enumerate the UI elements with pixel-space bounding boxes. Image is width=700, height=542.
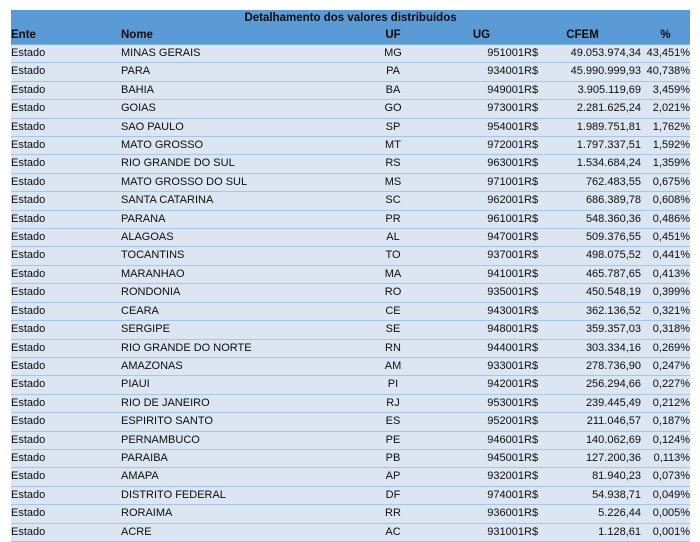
cell-ug: 963001 xyxy=(439,155,524,173)
cell-ug: 951001 xyxy=(439,45,524,63)
cell-ug: 954001 xyxy=(439,118,524,136)
cell-ente: Estado xyxy=(11,173,121,191)
cell-ug: 933001 xyxy=(439,357,524,375)
cell-nome: DISTRITO FEDERAL xyxy=(121,486,347,504)
cell-cfem: 140.062,69 xyxy=(546,431,641,449)
cell-percent: 2,021% xyxy=(641,100,690,118)
cell-ug: 932001 xyxy=(439,468,524,486)
cell-currency: R$ xyxy=(524,376,546,394)
cell-ug: 943001 xyxy=(439,302,524,320)
cell-cfem: 127.200,36 xyxy=(546,449,641,467)
cell-nome: PIAUI xyxy=(121,376,347,394)
cell-uf: TO xyxy=(347,247,439,265)
cell-uf: AL xyxy=(347,229,439,247)
cell-nome: PARA xyxy=(121,63,347,81)
table-row[interactable] xyxy=(11,118,690,136)
cell-uf: PR xyxy=(347,210,439,228)
cell-uf: MS xyxy=(347,173,439,191)
cell-nome: MATO GROSSO DO SUL xyxy=(121,173,347,191)
cell-uf: MG xyxy=(347,45,439,63)
table-row[interactable] xyxy=(11,431,690,449)
cell-cfem: 362.136,52 xyxy=(546,302,641,320)
table-row[interactable] xyxy=(11,100,690,118)
cell-ug: 931001 xyxy=(439,523,524,541)
column-header-nome[interactable]: Nome xyxy=(121,26,347,45)
column-header-cfem[interactable]: CFEM xyxy=(524,26,641,45)
cell-uf: RN xyxy=(347,339,439,357)
table-row[interactable] xyxy=(11,468,690,486)
table-row[interactable] xyxy=(11,394,690,412)
column-header-percent[interactable]: % xyxy=(641,26,690,45)
cell-currency: R$ xyxy=(524,468,546,486)
table-row[interactable] xyxy=(11,81,690,99)
cell-currency: R$ xyxy=(524,100,546,118)
column-header-ug[interactable]: UG xyxy=(439,26,524,45)
cell-cfem: 2.281.625,24 xyxy=(546,100,641,118)
cell-cfem: 5.226,44 xyxy=(546,505,641,523)
cell-ug: 936001 xyxy=(439,505,524,523)
cell-currency: R$ xyxy=(524,173,546,191)
cell-cfem: 450.548,19 xyxy=(546,284,641,302)
cell-nome: CEARA xyxy=(121,302,347,320)
cell-nome: ALAGOAS xyxy=(121,229,347,247)
table-row[interactable] xyxy=(11,229,690,247)
cell-uf: MT xyxy=(347,137,439,155)
cell-ente: Estado xyxy=(11,118,121,136)
cell-cfem: 359.357,03 xyxy=(546,321,641,339)
cell-currency: R$ xyxy=(524,394,546,412)
cell-percent: 0,441% xyxy=(641,247,690,265)
cell-percent: 40,738% xyxy=(641,63,690,81)
cell-ente: Estado xyxy=(11,431,121,449)
cell-ente: Estado xyxy=(11,210,121,228)
table-row[interactable] xyxy=(11,486,690,504)
cell-currency: R$ xyxy=(524,486,546,504)
cell-cfem: 81.940,23 xyxy=(546,468,641,486)
cell-percent: 0,227% xyxy=(641,376,690,394)
cell-nome: RIO DE JANEIRO xyxy=(121,394,347,412)
cell-currency: R$ xyxy=(524,155,546,173)
cell-currency: R$ xyxy=(524,265,546,283)
table-row[interactable] xyxy=(11,357,690,375)
cell-ente: Estado xyxy=(11,486,121,504)
cell-cfem: 239.445,49 xyxy=(546,394,641,412)
cell-currency: R$ xyxy=(524,357,546,375)
cell-ente: Estado xyxy=(11,100,121,118)
cell-nome: ESPIRITO SANTO xyxy=(121,413,347,431)
table-row[interactable] xyxy=(11,321,690,339)
cell-ug: 973001 xyxy=(439,100,524,118)
column-header-uf[interactable]: UF xyxy=(347,26,439,45)
cell-uf: RR xyxy=(347,505,439,523)
cell-ug: 935001 xyxy=(439,284,524,302)
cell-ug: 944001 xyxy=(439,339,524,357)
cell-nome: PERNAMBUCO xyxy=(121,431,347,449)
cell-currency: R$ xyxy=(524,63,546,81)
cell-uf: RO xyxy=(347,284,439,302)
cell-percent: 0,318% xyxy=(641,321,690,339)
cell-cfem: 498.075,52 xyxy=(546,247,641,265)
table-row[interactable] xyxy=(11,449,690,467)
cell-ug: 948001 xyxy=(439,321,524,339)
cell-nome: RONDONIA xyxy=(121,284,347,302)
cell-nome: MINAS GERAIS xyxy=(121,45,347,63)
cell-nome: RIO GRANDE DO NORTE xyxy=(121,339,347,357)
table-row[interactable] xyxy=(11,265,690,283)
cell-cfem: 465.787,65 xyxy=(546,265,641,283)
cell-percent: 0,486% xyxy=(641,210,690,228)
cell-nome: SAO PAULO xyxy=(121,118,347,136)
cell-uf: AM xyxy=(347,357,439,375)
cell-nome: AMAZONAS xyxy=(121,357,347,375)
cell-ug: 953001 xyxy=(439,394,524,412)
cell-uf: AP xyxy=(347,468,439,486)
cell-percent: 0,005% xyxy=(641,505,690,523)
cell-currency: R$ xyxy=(524,118,546,136)
cell-uf: PA xyxy=(347,63,439,81)
cell-cfem: 211.046,57 xyxy=(546,413,641,431)
cell-currency: R$ xyxy=(524,45,546,63)
cell-ug: 945001 xyxy=(439,449,524,467)
cell-nome: TOCANTINS xyxy=(121,247,347,265)
cell-currency: R$ xyxy=(524,339,546,357)
cell-nome: GOIAS xyxy=(121,100,347,118)
cell-uf: ES xyxy=(347,413,439,431)
table-row[interactable] xyxy=(11,63,690,81)
cell-ente: Estado xyxy=(11,523,121,541)
cell-percent: 1,359% xyxy=(641,155,690,173)
cell-nome: SERGIPE xyxy=(121,321,347,339)
cell-cfem: 49.053.974,34 xyxy=(546,45,641,63)
table-row[interactable] xyxy=(11,523,690,541)
cell-currency: R$ xyxy=(524,449,546,467)
cell-uf: AC xyxy=(347,523,439,541)
cell-nome: RORAIMA xyxy=(121,505,347,523)
cell-uf: PB xyxy=(347,449,439,467)
cell-currency: R$ xyxy=(524,210,546,228)
cell-nome: AMAPA xyxy=(121,468,347,486)
cell-percent: 0,269% xyxy=(641,339,690,357)
cell-ente: Estado xyxy=(11,302,121,320)
cell-ente: Estado xyxy=(11,81,121,99)
cell-uf: DF xyxy=(347,486,439,504)
cell-ug: 974001 xyxy=(439,486,524,504)
cell-ente: Estado xyxy=(11,321,121,339)
table-row[interactable] xyxy=(11,284,690,302)
cell-currency: R$ xyxy=(524,302,546,320)
cell-cfem: 3.905.119,69 xyxy=(546,81,641,99)
cell-uf: BA xyxy=(347,81,439,99)
cell-cfem: 548.360,36 xyxy=(546,210,641,228)
cell-ente: Estado xyxy=(11,449,121,467)
cell-ente: Estado xyxy=(11,468,121,486)
cell-nome: BAHIA xyxy=(121,81,347,99)
cell-percent: 3,459% xyxy=(641,81,690,99)
column-header-row xyxy=(11,26,690,45)
cell-currency: R$ xyxy=(524,192,546,210)
cell-cfem: 256.294,66 xyxy=(546,376,641,394)
cell-percent: 0,321% xyxy=(641,302,690,320)
cell-percent: 0,124% xyxy=(641,431,690,449)
cell-percent: 0,073% xyxy=(641,468,690,486)
table-row[interactable] xyxy=(11,339,690,357)
cell-currency: R$ xyxy=(524,431,546,449)
cell-nome: MATO GROSSO xyxy=(121,137,347,155)
cell-percent: 0,675% xyxy=(641,173,690,191)
cell-percent: 0,608% xyxy=(641,192,690,210)
cell-percent: 0,399% xyxy=(641,284,690,302)
table-row[interactable] xyxy=(11,137,690,155)
table-title: Detalhamento dos valores distribuídos xyxy=(11,10,690,26)
cell-ug: 949001 xyxy=(439,81,524,99)
cell-uf: SP xyxy=(347,118,439,136)
cell-ente: Estado xyxy=(11,505,121,523)
cell-ug: 942001 xyxy=(439,376,524,394)
cell-currency: R$ xyxy=(524,247,546,265)
table-title-row xyxy=(11,10,690,26)
cell-ente: Estado xyxy=(11,192,121,210)
cell-uf: PI xyxy=(347,376,439,394)
cell-ente: Estado xyxy=(11,45,121,63)
table-row[interactable] xyxy=(11,45,690,63)
cell-currency: R$ xyxy=(524,137,546,155)
cell-cfem: 45.990.999,93 xyxy=(546,63,641,81)
table-row[interactable] xyxy=(11,192,690,210)
table-row[interactable] xyxy=(11,302,690,320)
cell-ente: Estado xyxy=(11,376,121,394)
cell-percent: 43,451% xyxy=(641,45,690,63)
cell-percent: 0,413% xyxy=(641,265,690,283)
cell-nome: PARANA xyxy=(121,210,347,228)
cell-ente: Estado xyxy=(11,284,121,302)
cell-cfem: 1.797.337,51 xyxy=(546,137,641,155)
cell-cfem: 1.534.684,24 xyxy=(546,155,641,173)
table-row[interactable] xyxy=(11,505,690,523)
cell-nome: MARANHAO xyxy=(121,265,347,283)
cell-ug: 947001 xyxy=(439,229,524,247)
cell-cfem: 762.483,55 xyxy=(546,173,641,191)
cell-ente: Estado xyxy=(11,413,121,431)
table-row[interactable] xyxy=(11,155,690,173)
cell-percent: 0,451% xyxy=(641,229,690,247)
cell-currency: R$ xyxy=(524,229,546,247)
cell-ug: 946001 xyxy=(439,431,524,449)
cell-cfem: 303.334,16 xyxy=(546,339,641,357)
cell-uf: CE xyxy=(347,302,439,320)
cell-currency: R$ xyxy=(524,413,546,431)
table-row[interactable] xyxy=(11,376,690,394)
cell-cfem: 686.389,78 xyxy=(546,192,641,210)
cell-currency: R$ xyxy=(524,505,546,523)
cell-nome: PARAIBA xyxy=(121,449,347,467)
cell-ug: 962001 xyxy=(439,192,524,210)
cell-ente: Estado xyxy=(11,339,121,357)
cell-currency: R$ xyxy=(524,284,546,302)
cell-ente: Estado xyxy=(11,229,121,247)
table-row[interactable] xyxy=(11,173,690,191)
cell-percent: 0,212% xyxy=(641,394,690,412)
cell-currency: R$ xyxy=(524,321,546,339)
cell-uf: RJ xyxy=(347,394,439,412)
cell-cfem: 509.376,55 xyxy=(546,229,641,247)
cell-currency: R$ xyxy=(524,81,546,99)
cell-nome: ACRE xyxy=(121,523,347,541)
cell-percent: 0,247% xyxy=(641,357,690,375)
cell-ug: 961001 xyxy=(439,210,524,228)
cell-cfem: 278.736,90 xyxy=(546,357,641,375)
cell-percent: 0,001% xyxy=(641,523,690,541)
cell-uf: MA xyxy=(347,265,439,283)
cell-ente: Estado xyxy=(11,137,121,155)
cell-ug: 934001 xyxy=(439,63,524,81)
cell-ente: Estado xyxy=(11,265,121,283)
cell-ente: Estado xyxy=(11,155,121,173)
cell-ente: Estado xyxy=(11,357,121,375)
cell-ente: Estado xyxy=(11,63,121,81)
table-row[interactable] xyxy=(11,247,690,265)
table-header xyxy=(11,10,690,45)
cell-cfem: 1.128,61 xyxy=(546,523,641,541)
cell-nome: SANTA CATARINA xyxy=(121,192,347,210)
cfem-distribution-table xyxy=(11,10,690,542)
column-header-ente[interactable]: Ente xyxy=(11,26,121,45)
table-row[interactable] xyxy=(11,413,690,431)
cell-currency: R$ xyxy=(524,523,546,541)
cell-cfem: 54.938,71 xyxy=(546,486,641,504)
cell-percent: 0,049% xyxy=(641,486,690,504)
cell-uf: SC xyxy=(347,192,439,210)
cell-cfem: 1.989.751,81 xyxy=(546,118,641,136)
cell-percent: 0,113% xyxy=(641,449,690,467)
cell-ug: 971001 xyxy=(439,173,524,191)
table-body xyxy=(11,45,690,542)
cell-ente: Estado xyxy=(11,394,121,412)
report-table-container xyxy=(11,10,690,542)
cell-ug: 941001 xyxy=(439,265,524,283)
cell-ug: 937001 xyxy=(439,247,524,265)
cell-percent: 0,187% xyxy=(641,413,690,431)
cell-nome: RIO GRANDE DO SUL xyxy=(121,155,347,173)
table-row[interactable] xyxy=(11,210,690,228)
cell-uf: SE xyxy=(347,321,439,339)
cell-percent: 1,592% xyxy=(641,137,690,155)
cell-uf: GO xyxy=(347,100,439,118)
cell-uf: PE xyxy=(347,431,439,449)
cell-uf: RS xyxy=(347,155,439,173)
cell-ente: Estado xyxy=(11,247,121,265)
cell-percent: 1,762% xyxy=(641,118,690,136)
cell-ug: 952001 xyxy=(439,413,524,431)
cell-ug: 972001 xyxy=(439,137,524,155)
